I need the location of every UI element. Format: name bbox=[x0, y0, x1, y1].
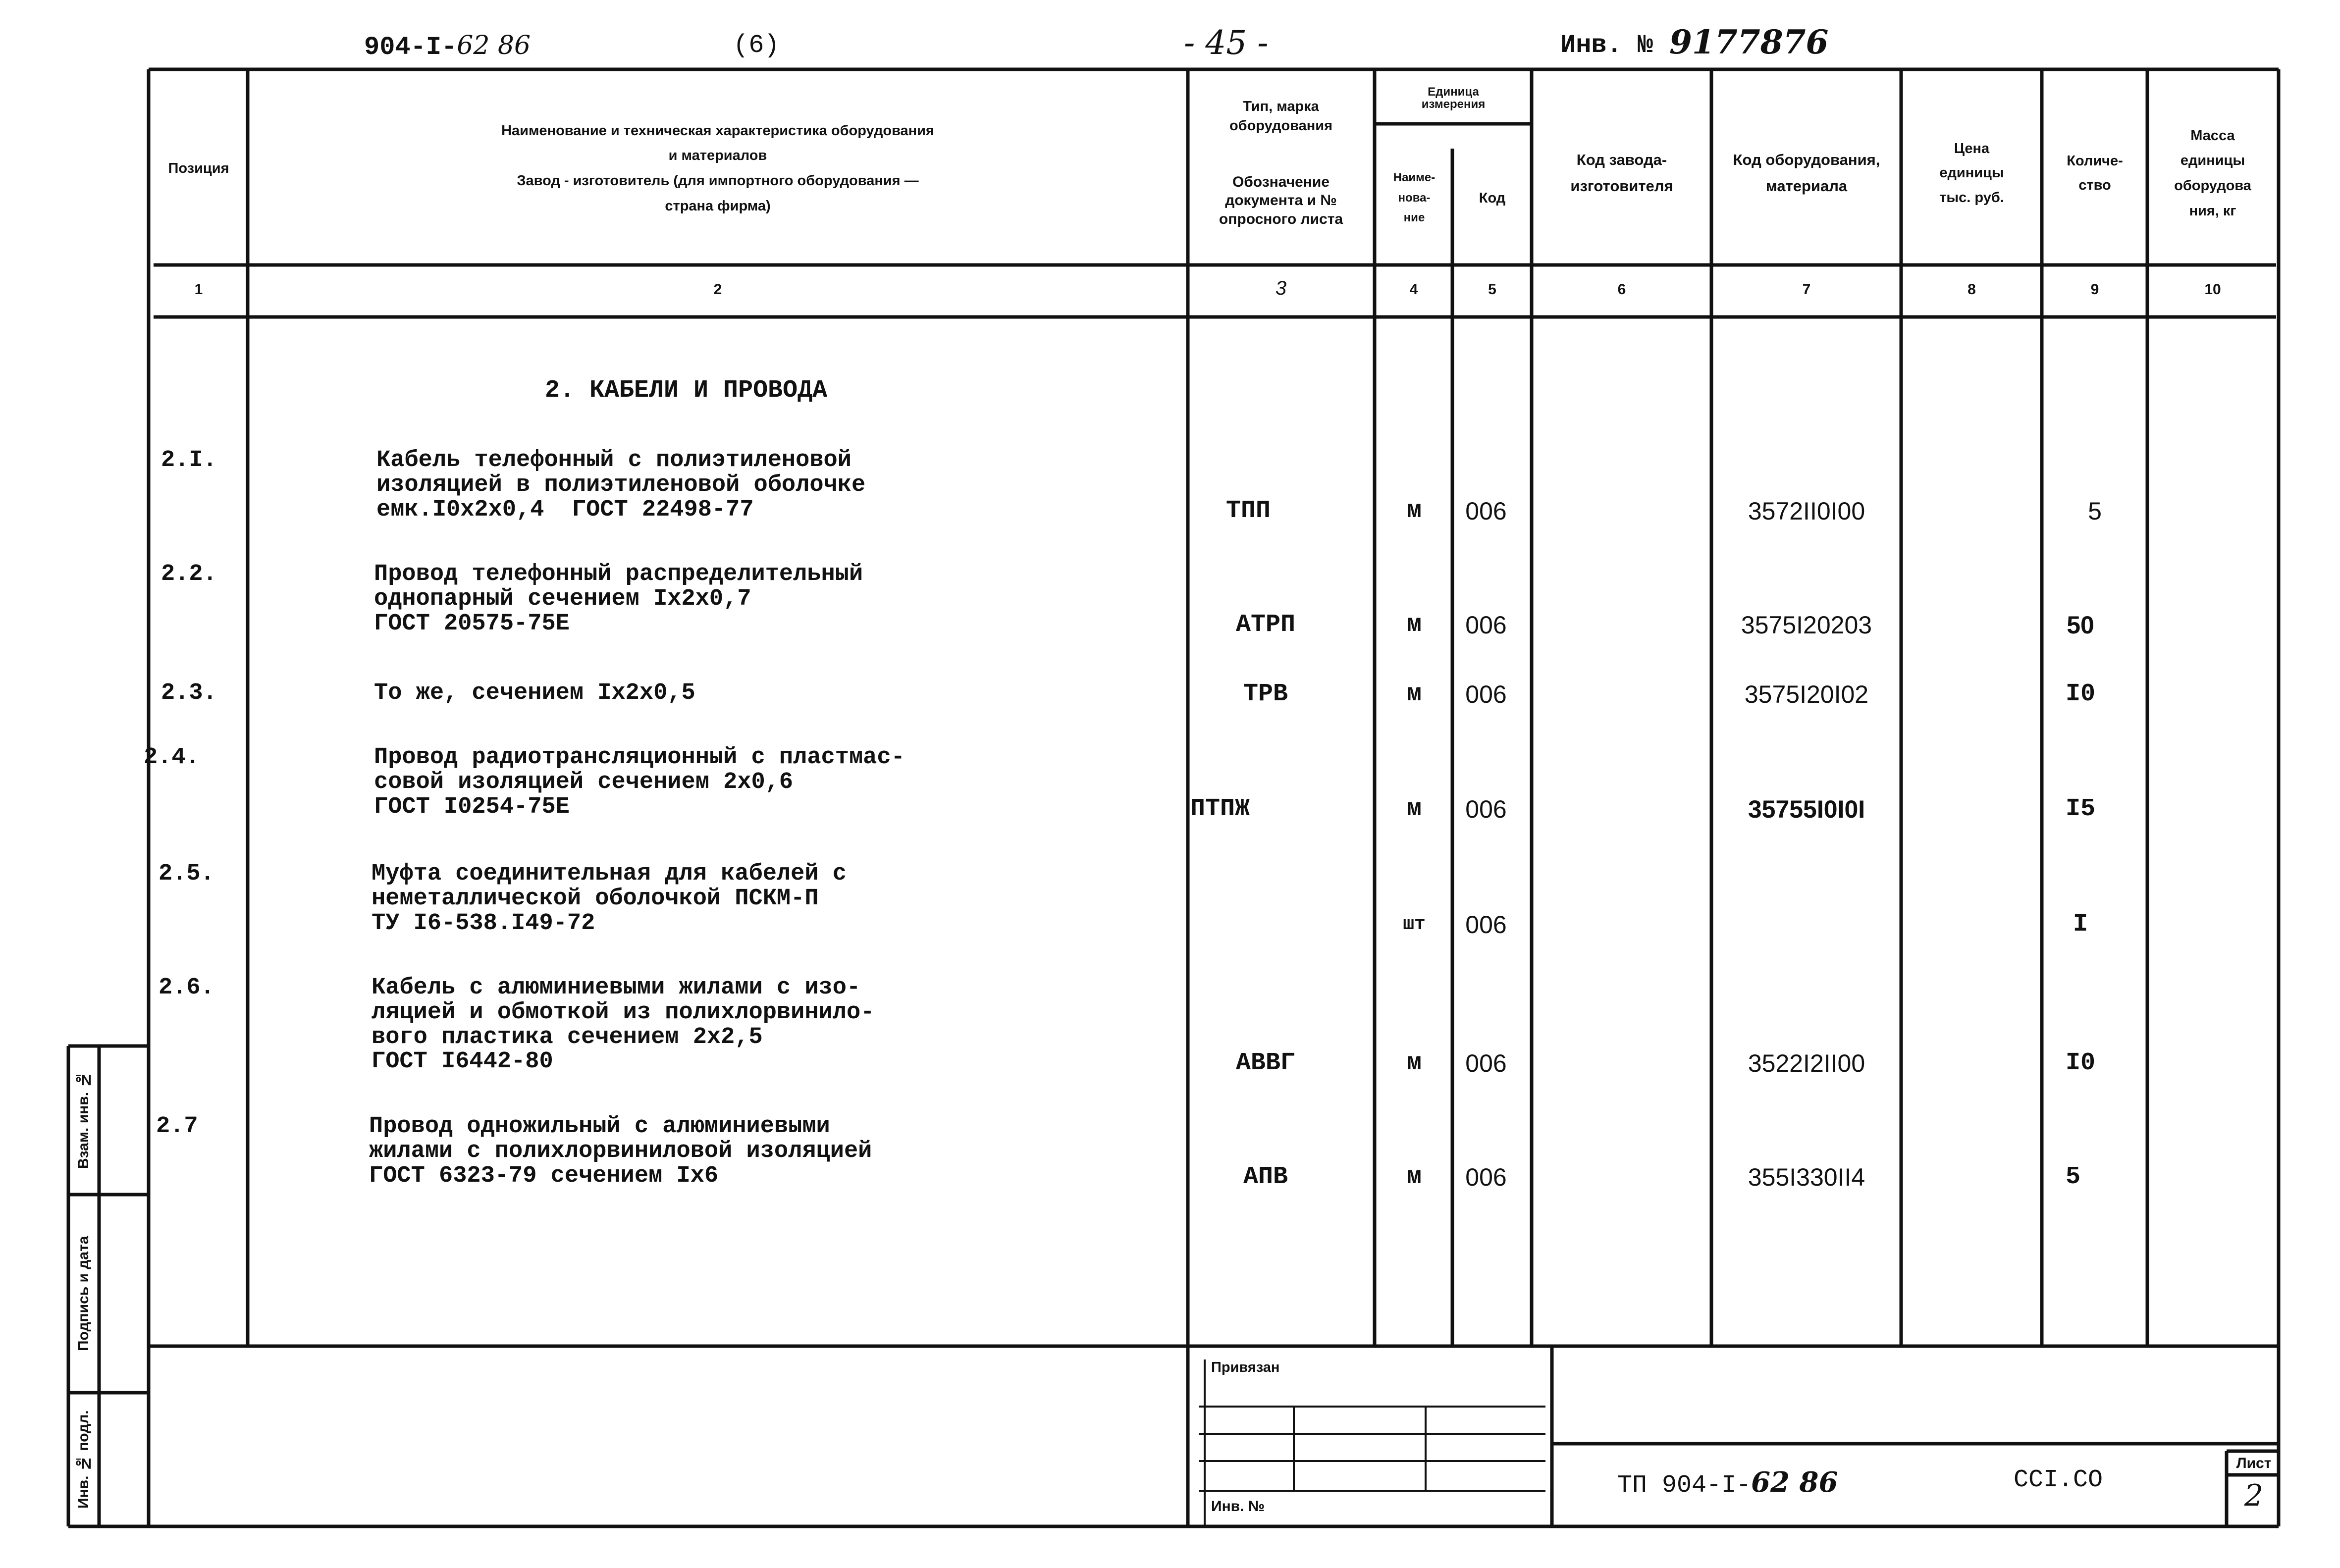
row-position: 2.4. bbox=[144, 744, 200, 771]
row-material-code: 3575I20I02 bbox=[1744, 680, 1869, 708]
header-document: Обозначение документа и № опросного листа bbox=[1219, 173, 1343, 227]
row-unit-code: 006 bbox=[1465, 911, 1507, 939]
stamp-doc-number bbox=[1617, 1466, 1838, 1500]
col-number-5: 5 bbox=[1488, 281, 1496, 298]
header-unit-group: Единица измерения bbox=[1421, 85, 1486, 111]
side-inv-original: Инв. № подл. bbox=[75, 1410, 92, 1509]
row-position: 2.7 bbox=[156, 1113, 198, 1140]
inventory-label: Инв. № bbox=[1560, 31, 1653, 60]
inventory-number: 9177876 bbox=[1669, 23, 1829, 61]
row-type: ТПП bbox=[1225, 497, 1271, 525]
header-mass: Масса единицы оборудова ния, кг bbox=[2174, 127, 2251, 219]
row-material-code: 3575I20203 bbox=[1741, 611, 1872, 639]
row-type: ТРВ bbox=[1243, 680, 1288, 708]
header-name-line3: Завод - изготовитель (для импортного оборудования — bbox=[517, 173, 919, 189]
row-name: Кабель телефонный с полиэтиленовой изоляцией в полиэтиленовой оболочке емк.I0х2х0,4 ГОСТ 22498-77 bbox=[376, 447, 866, 523]
row-quantity: I bbox=[2073, 910, 2088, 939]
stamp-doc-hand: 62 86 bbox=[1751, 1466, 1838, 1499]
row-unit: м bbox=[1406, 611, 1422, 639]
row-unit: м bbox=[1406, 497, 1422, 525]
row-quantity: I0 bbox=[2065, 1049, 2095, 1077]
row-type: АТРП bbox=[1235, 611, 1296, 639]
row-position: 2.I. bbox=[161, 447, 217, 473]
header-factory-code: Код завода-изготовителя bbox=[1570, 151, 1673, 195]
side-signature-date: Подпись и дата bbox=[75, 1236, 92, 1352]
stamp-doc-print: ТП 904-I- bbox=[1617, 1471, 1752, 1500]
row-unit-code: 006 bbox=[1465, 1049, 1507, 1077]
row-name: Кабель с алюминиевыми жилами с изо- ляцией и обмоткой из полихлорвинило- вого пластика сечением 2х2,5 ГОСТ I6442-80 bbox=[372, 975, 875, 1075]
row-unit: м bbox=[1406, 1049, 1422, 1077]
row-unit-code: 006 bbox=[1465, 611, 1507, 639]
doc-number-hand: 62 86 bbox=[457, 31, 531, 60]
header-unit-code: Код bbox=[1479, 190, 1506, 206]
row-quantity: 5 bbox=[2065, 1163, 2080, 1191]
doc-number-print: 904-I- bbox=[364, 33, 457, 62]
row-unit-code: 006 bbox=[1465, 497, 1507, 525]
header-unit-name: Наиме-нова-ние bbox=[1393, 170, 1436, 225]
header-material-code: Код оборудования, материала bbox=[1733, 151, 1880, 195]
col-number-6: 6 bbox=[1617, 281, 1626, 298]
col-number-1: 1 bbox=[194, 281, 203, 298]
row-material-code: 3572II0I00 bbox=[1748, 497, 1865, 525]
header-name-line1: Наименование и техническая характеристика оборудования bbox=[501, 122, 934, 139]
header-position: Позиция bbox=[168, 160, 229, 176]
row-name: Провод телефонный распределительный однопарный сечением Iх2х0,7 ГОСТ 20575-75Е bbox=[374, 561, 863, 637]
row-unit: м bbox=[1406, 1163, 1422, 1191]
row-quantity: 5 bbox=[2088, 497, 2102, 525]
row-type: ПТПЖ bbox=[1190, 795, 1250, 823]
stamp-inv-number: Инв. № bbox=[1211, 1498, 1265, 1515]
row-name: Провод радиотрансляционный с пластмас- совой изоляцией сечением 2х0,6 ГОСТ I0254-75Е bbox=[374, 744, 905, 820]
stamp-privyazan: Привязан bbox=[1211, 1359, 1280, 1375]
side-vzam-inv: Взам. инв. № bbox=[75, 1071, 92, 1169]
row-name: Провод одножильный с алюминиевыми жилами с полихлорвиниловой изоляцией ГОСТ 6323-79 сечением Iх6 bbox=[369, 1113, 872, 1189]
header-quantity: Количе-ство bbox=[2067, 153, 2123, 193]
row-quantity: I0 bbox=[2065, 680, 2095, 708]
row-unit: м bbox=[1406, 680, 1422, 708]
row-name: Муфта соединительная для кабелей с неметаллической оболочкой ПСКМ-П ТУ I6-538.I49-72 bbox=[372, 861, 847, 937]
row-type: АВВГ bbox=[1235, 1049, 1296, 1077]
stamp-sheet-number: 2 bbox=[2244, 1478, 2264, 1513]
col-number-3: 3 bbox=[1275, 277, 1287, 299]
row-unit: м bbox=[1406, 795, 1422, 823]
row-unit: шт bbox=[1403, 914, 1426, 935]
col-number-2: 2 bbox=[713, 281, 722, 298]
header-name-line2: и материалов bbox=[668, 148, 767, 164]
row-position: 2.6. bbox=[159, 975, 214, 1001]
col-number-8: 8 bbox=[1968, 281, 1976, 298]
col-number-4: 4 bbox=[1409, 281, 1418, 298]
row-unit-code: 006 bbox=[1465, 680, 1507, 708]
row-position: 2.5. bbox=[159, 861, 214, 887]
page-number: - 45 - bbox=[1184, 24, 1269, 62]
header-name bbox=[248, 72, 1188, 265]
row-quantity: 50 bbox=[2067, 611, 2094, 639]
row-material-code: 35755I0I0I bbox=[1748, 795, 1865, 823]
stamp-code: ССI.СО bbox=[2014, 1466, 2103, 1494]
row-quantity: I5 bbox=[2065, 795, 2095, 823]
header-price: Цена единицы тыс. руб. bbox=[1939, 141, 2004, 206]
col-number-9: 9 bbox=[2090, 281, 2099, 298]
row-material-code: 355I330II4 bbox=[1748, 1163, 1865, 1191]
row-material-code: 3522I2II00 bbox=[1748, 1049, 1865, 1077]
row-position: 2.3. bbox=[161, 680, 217, 706]
row-unit-code: 006 bbox=[1465, 1163, 1507, 1191]
row-position: 2.2. bbox=[161, 561, 217, 587]
row-type: АПВ bbox=[1243, 1163, 1288, 1191]
header-type: Тип, марка оборудования bbox=[1229, 98, 1333, 134]
stamp-sheet-label: Лист bbox=[2236, 1455, 2272, 1471]
doc-number bbox=[364, 31, 531, 62]
col-number-10: 10 bbox=[2204, 281, 2221, 298]
header-name-line4: страна фирма) bbox=[665, 198, 771, 214]
row-unit-code: 006 bbox=[1465, 795, 1507, 823]
col-number-7: 7 bbox=[1802, 281, 1811, 298]
section-title: 2. КАБЕЛИ И ПРОВОДА bbox=[545, 376, 828, 405]
row-name: То же, сечением Iх2х0,5 bbox=[374, 680, 695, 706]
sheet-paren: (6) bbox=[733, 31, 780, 60]
